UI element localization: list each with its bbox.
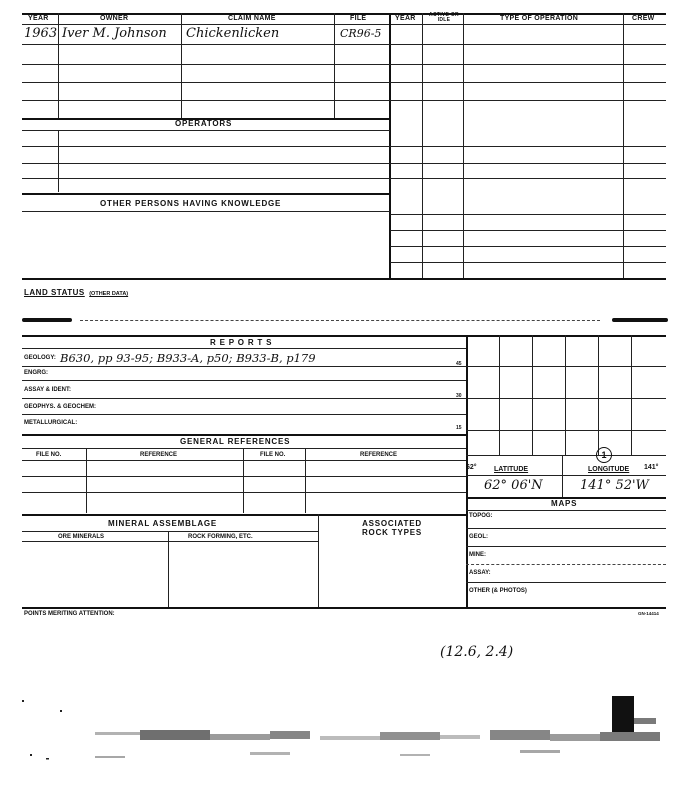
latitude-prefix: 62° <box>466 464 477 471</box>
col-header-owner: OWNER <box>100 15 129 22</box>
gr-col-file-no-2: FILE NO. <box>260 452 286 458</box>
geology-label: GEOLOGY: <box>24 355 56 361</box>
col-header-crew: CREW <box>632 15 655 22</box>
points-meriting-attention-label: POINTS MERITING ATTENTION: <box>24 611 115 617</box>
associated-rock-types-heading: ASSOCIATED ROCK TYPES <box>361 519 422 537</box>
form-number: GN-14414 <box>638 611 659 616</box>
circled-marker-text: 1 <box>601 450 607 460</box>
gr-col-file-no-1: FILE NO. <box>36 452 62 458</box>
ore-minerals-label: ORE MINERALS <box>58 534 105 540</box>
latitude-value: 62° 06'N <box>484 478 543 493</box>
geology-value: B630, pp 93-95; B933-A, p50; B933-B, p179 <box>60 351 316 365</box>
col-header-type-of-operation: TYPE OF OPERATION <box>500 15 579 22</box>
land-status-label: LAND STATUS <box>24 288 85 297</box>
longitude-label: LONGITUDE <box>588 466 630 473</box>
reports-heading: R E P O R T S <box>210 338 273 347</box>
handwritten-coordinates: (12.6, 2.4) <box>440 644 514 660</box>
operators-heading: OPERATORS <box>175 119 233 128</box>
maps-heading: MAPS <box>551 499 578 508</box>
land-status-heading <box>24 282 128 300</box>
scan-smudge-right <box>612 318 668 322</box>
other-persons-heading: OTHER PERSONS HAVING KNOWLEDGE <box>100 199 282 208</box>
gr-col-reference-2: REFERENCE <box>360 452 398 458</box>
margin-number-30: 30 <box>456 393 462 399</box>
col-header-activity-year: YEAR <box>395 15 416 22</box>
row-owner: Iver M. Johnson <box>62 26 167 41</box>
geophys-geochem-label: GEOPHYS. & GEOCHEM: <box>24 404 97 410</box>
longitude-value: 141° 52'W <box>580 478 649 493</box>
maps-assay-label: ASSAY: <box>469 570 491 576</box>
scan-smudge-left <box>22 318 72 322</box>
latitude-label: LATITUDE <box>494 466 529 473</box>
general-references-heading: GENERAL REFERENCES <box>180 437 291 446</box>
maps-other-label: OTHER (& PHOTOS) <box>469 588 527 594</box>
circled-marker <box>596 447 612 463</box>
row-year: 1963 <box>24 26 58 41</box>
engrg-label: ENGRG: <box>24 370 48 376</box>
col-header-active-idle: ACTIVE OR IDLE <box>429 12 459 23</box>
margin-number-15: 15 <box>456 425 462 431</box>
maps-mine-label: MINE: <box>469 552 486 558</box>
row-file: CR96-5 <box>340 27 382 40</box>
gr-col-reference-1: REFERENCE <box>140 452 178 458</box>
mineral-assemblage-heading: MINERAL ASSEMBLAGE <box>108 519 218 528</box>
col-header-file: FILE <box>350 15 367 22</box>
col-header-year: YEAR <box>28 15 49 22</box>
assay-ident-label: ASSAY & IDENT: <box>24 387 72 393</box>
margin-number-45: 45 <box>456 361 462 367</box>
land-status-note: (OTHER DATA) <box>89 291 129 297</box>
longitude-suffix: 141° <box>644 464 659 471</box>
maps-geol-label: GEOL: <box>469 534 488 540</box>
scan-noise-band <box>0 690 678 800</box>
rock-forming-label: ROCK FORMING, ETC. <box>188 534 253 540</box>
maps-topog-label: TOPOG: <box>469 513 493 519</box>
col-header-claim-name: CLAIM NAME <box>228 15 276 22</box>
row-claim-name: Chickenlicken <box>186 26 280 41</box>
metallurgical-label: METALLURGICAL: <box>24 420 78 426</box>
